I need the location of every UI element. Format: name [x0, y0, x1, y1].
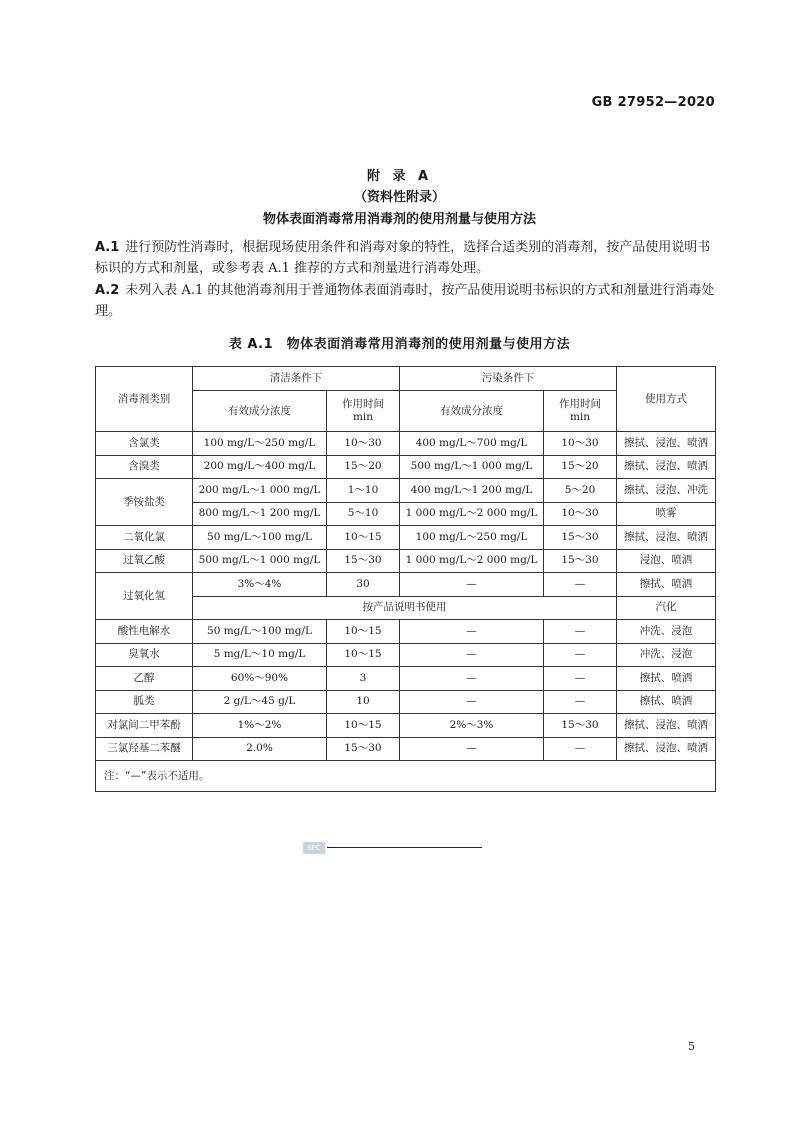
cell-clean-time: 10～15 — [327, 643, 400, 667]
cell-clean-concentration: 200 mg/L～400 mg/L — [193, 455, 327, 479]
cell-dirty-time: 15～30 — [544, 549, 617, 573]
cell-dirty-time: 5～20 — [544, 479, 617, 503]
cell-dirty-time: — — [544, 573, 617, 597]
cell-method: 擦拭、喷洒 — [617, 667, 716, 691]
cell-method: 擦拭、浸泡、冲洗 — [617, 479, 716, 503]
cell-category: 臭氧水 — [96, 643, 193, 667]
cell-clean-concentration: 50 mg/L～100 mg/L — [193, 620, 327, 644]
cell-dirty-concentration: — — [400, 667, 544, 691]
table-row — [96, 667, 716, 691]
table-row — [96, 714, 716, 738]
table-note: 注：“—”表示不适用。 — [96, 761, 716, 792]
cell-dirty-concentration: 1 000 mg/L～2 000 mg/L — [400, 502, 544, 526]
cell-clean-time: 15～30 — [327, 549, 400, 573]
paragraph-number: A.1 — [95, 240, 120, 255]
table-row — [96, 455, 716, 479]
paragraph-a2 — [95, 280, 717, 322]
table-header-row — [96, 367, 716, 391]
cell-clean-concentration: 60%～90% — [193, 667, 327, 691]
cell-dirty-concentration: 1 000 mg/L～2 000 mg/L — [400, 549, 544, 573]
cell-method: 擦拭、浸泡、喷洒 — [617, 526, 716, 550]
cell-clean-time: 10～15 — [327, 714, 400, 738]
table-row — [96, 526, 716, 550]
cell-method: 擦拭、浸泡、喷洒 — [617, 737, 716, 761]
cell-dirty-time: 15～30 — [544, 526, 617, 550]
cell-dirty-time: 15～30 — [544, 714, 617, 738]
paragraph-a1 — [95, 237, 717, 279]
cell-category: 乙醇 — [96, 667, 193, 691]
end-of-document-line — [327, 847, 482, 848]
header-method: 使用方式 — [617, 367, 716, 432]
header-dirty-time: 作用时间 min — [544, 391, 617, 432]
cell-category: 酸性电解水 — [96, 620, 193, 644]
cell-clean-time: 10～15 — [327, 620, 400, 644]
cell-clean-concentration: 3%～4% — [193, 573, 327, 597]
cell-clean-concentration: 50 mg/L～100 mg/L — [193, 526, 327, 550]
cell-dirty-concentration: 400 mg/L～700 mg/L — [400, 432, 544, 456]
publisher-logo-icon: SPC — [303, 842, 325, 854]
cell-method: 冲洗、浸泡 — [617, 643, 716, 667]
cell-clean-concentration: 100 mg/L～250 mg/L — [193, 432, 327, 456]
cell-dirty-concentration: — — [400, 620, 544, 644]
cell-clean-time: 10 — [327, 690, 400, 714]
cell-clean-time: 3 — [327, 667, 400, 691]
cell-method: 擦拭、喷洒 — [617, 573, 716, 597]
cell-dirty-time: — — [544, 737, 617, 761]
header-clean-time: 作用时间 min — [327, 391, 400, 432]
cell-method: 擦拭、浸泡、喷洒 — [617, 455, 716, 479]
table-row — [96, 432, 716, 456]
cell-clean-concentration: 200 mg/L～1 000 mg/L — [193, 479, 327, 503]
cell-dirty-time: 15～20 — [544, 455, 617, 479]
cell-category: 二氧化氯 — [96, 526, 193, 550]
cell-category: 含溴类 — [96, 455, 193, 479]
cell-merged-instructions: 按产品说明书使用 — [193, 596, 617, 620]
header-category: 消毒剂类别 — [96, 367, 193, 432]
cell-dirty-time: — — [544, 667, 617, 691]
cell-clean-time: 10～15 — [327, 526, 400, 550]
disinfectant-table — [95, 366, 716, 792]
table-row — [96, 549, 716, 573]
cell-method: 冲洗、浸泡 — [617, 620, 716, 644]
annex-title: 附 录 A — [366, 169, 433, 184]
cell-method: 浸泡、喷洒 — [617, 549, 716, 573]
cell-dirty-time: — — [544, 620, 617, 644]
cell-method: 擦拭、浸泡、喷洒 — [617, 714, 716, 738]
header-dirty-condition: 污染条件下 — [400, 367, 617, 391]
table-row — [96, 573, 716, 597]
cell-clean-time: 10～30 — [327, 432, 400, 456]
cell-clean-time: 15～30 — [327, 737, 400, 761]
page-number: 5 — [688, 1040, 695, 1053]
table-caption: 表 A.1 物体表面消毒常用消毒剂的使用剂量与使用方法 — [228, 337, 571, 352]
cell-category: 对氯间二甲苯酚 — [96, 714, 193, 738]
cell-dirty-concentration: 500 mg/L～1 000 mg/L — [400, 455, 544, 479]
cell-category: 过氧乙酸 — [96, 549, 193, 573]
cell-clean-concentration: 800 mg/L～1 200 mg/L — [193, 502, 327, 526]
table-row — [96, 643, 716, 667]
cell-clean-time: 5～10 — [327, 502, 400, 526]
cell-clean-time: 30 — [327, 573, 400, 597]
header-clean-concentration: 有效成分浓度 — [193, 391, 327, 432]
cell-dirty-concentration: 400 mg/L～1 200 mg/L — [400, 479, 544, 503]
cell-category: 季铵盐类 — [96, 479, 193, 526]
table-row — [96, 479, 716, 503]
paragraph-text: 进行预防性消毒时，根据现场使用条件和消毒对象的特性，选择合适类别的消毒剂，按产品使用说明书标识的方式和剂量，或参考表 A.1 推荐的方式和剂量进行消毒处理。 — [95, 240, 711, 276]
cell-method: 汽化 — [617, 596, 716, 620]
cell-clean-concentration: 500 mg/L～1 000 mg/L — [193, 549, 327, 573]
cell-category: 三氯羟基二苯醚 — [96, 737, 193, 761]
cell-clean-time: 15～20 — [327, 455, 400, 479]
table-row — [96, 620, 716, 644]
cell-dirty-time: — — [544, 643, 617, 667]
cell-method: 擦拭、浸泡、喷洒 — [617, 432, 716, 456]
header-clean-condition: 清洁条件下 — [193, 367, 400, 391]
cell-method: 喷雾 — [617, 502, 716, 526]
header-dirty-concentration: 有效成分浓度 — [400, 391, 544, 432]
table-row — [96, 690, 716, 714]
cell-dirty-time: — — [544, 690, 617, 714]
paragraph-number: A.2 — [95, 283, 120, 298]
cell-dirty-concentration: — — [400, 737, 544, 761]
cell-method: 擦拭、喷洒 — [617, 690, 716, 714]
table-row — [96, 737, 716, 761]
cell-dirty-concentration: — — [400, 643, 544, 667]
cell-category: 过氧化氢 — [96, 573, 193, 620]
paragraph-text: 未列入表 A.1 的其他消毒剂用于普通物体表面消毒时，按产品使用说明书标识的方式和剂量进行消毒处理。 — [95, 283, 715, 319]
cell-clean-concentration: 5 mg/L～10 mg/L — [193, 643, 327, 667]
cell-dirty-concentration: — — [400, 573, 544, 597]
standard-code: GB 27952—2020 — [591, 95, 715, 110]
cell-dirty-concentration: 100 mg/L～250 mg/L — [400, 526, 544, 550]
cell-dirty-concentration: 2%～3% — [400, 714, 544, 738]
annex-subject: 物体表面消毒常用消毒剂的使用剂量与使用方法 — [262, 212, 536, 227]
cell-clean-concentration: 1%～2% — [193, 714, 327, 738]
cell-dirty-concentration: — — [400, 690, 544, 714]
cell-clean-concentration: 2.0% — [193, 737, 327, 761]
cell-category: 胍类 — [96, 690, 193, 714]
cell-category: 含氯类 — [96, 432, 193, 456]
cell-dirty-time: 10～30 — [544, 432, 617, 456]
cell-clean-concentration: 2 g/L～45 g/L — [193, 690, 327, 714]
cell-clean-time: 1～10 — [327, 479, 400, 503]
table-note-row — [96, 761, 716, 792]
annex-type: （资料性附录） — [353, 190, 445, 205]
cell-dirty-time: 10～30 — [544, 502, 617, 526]
